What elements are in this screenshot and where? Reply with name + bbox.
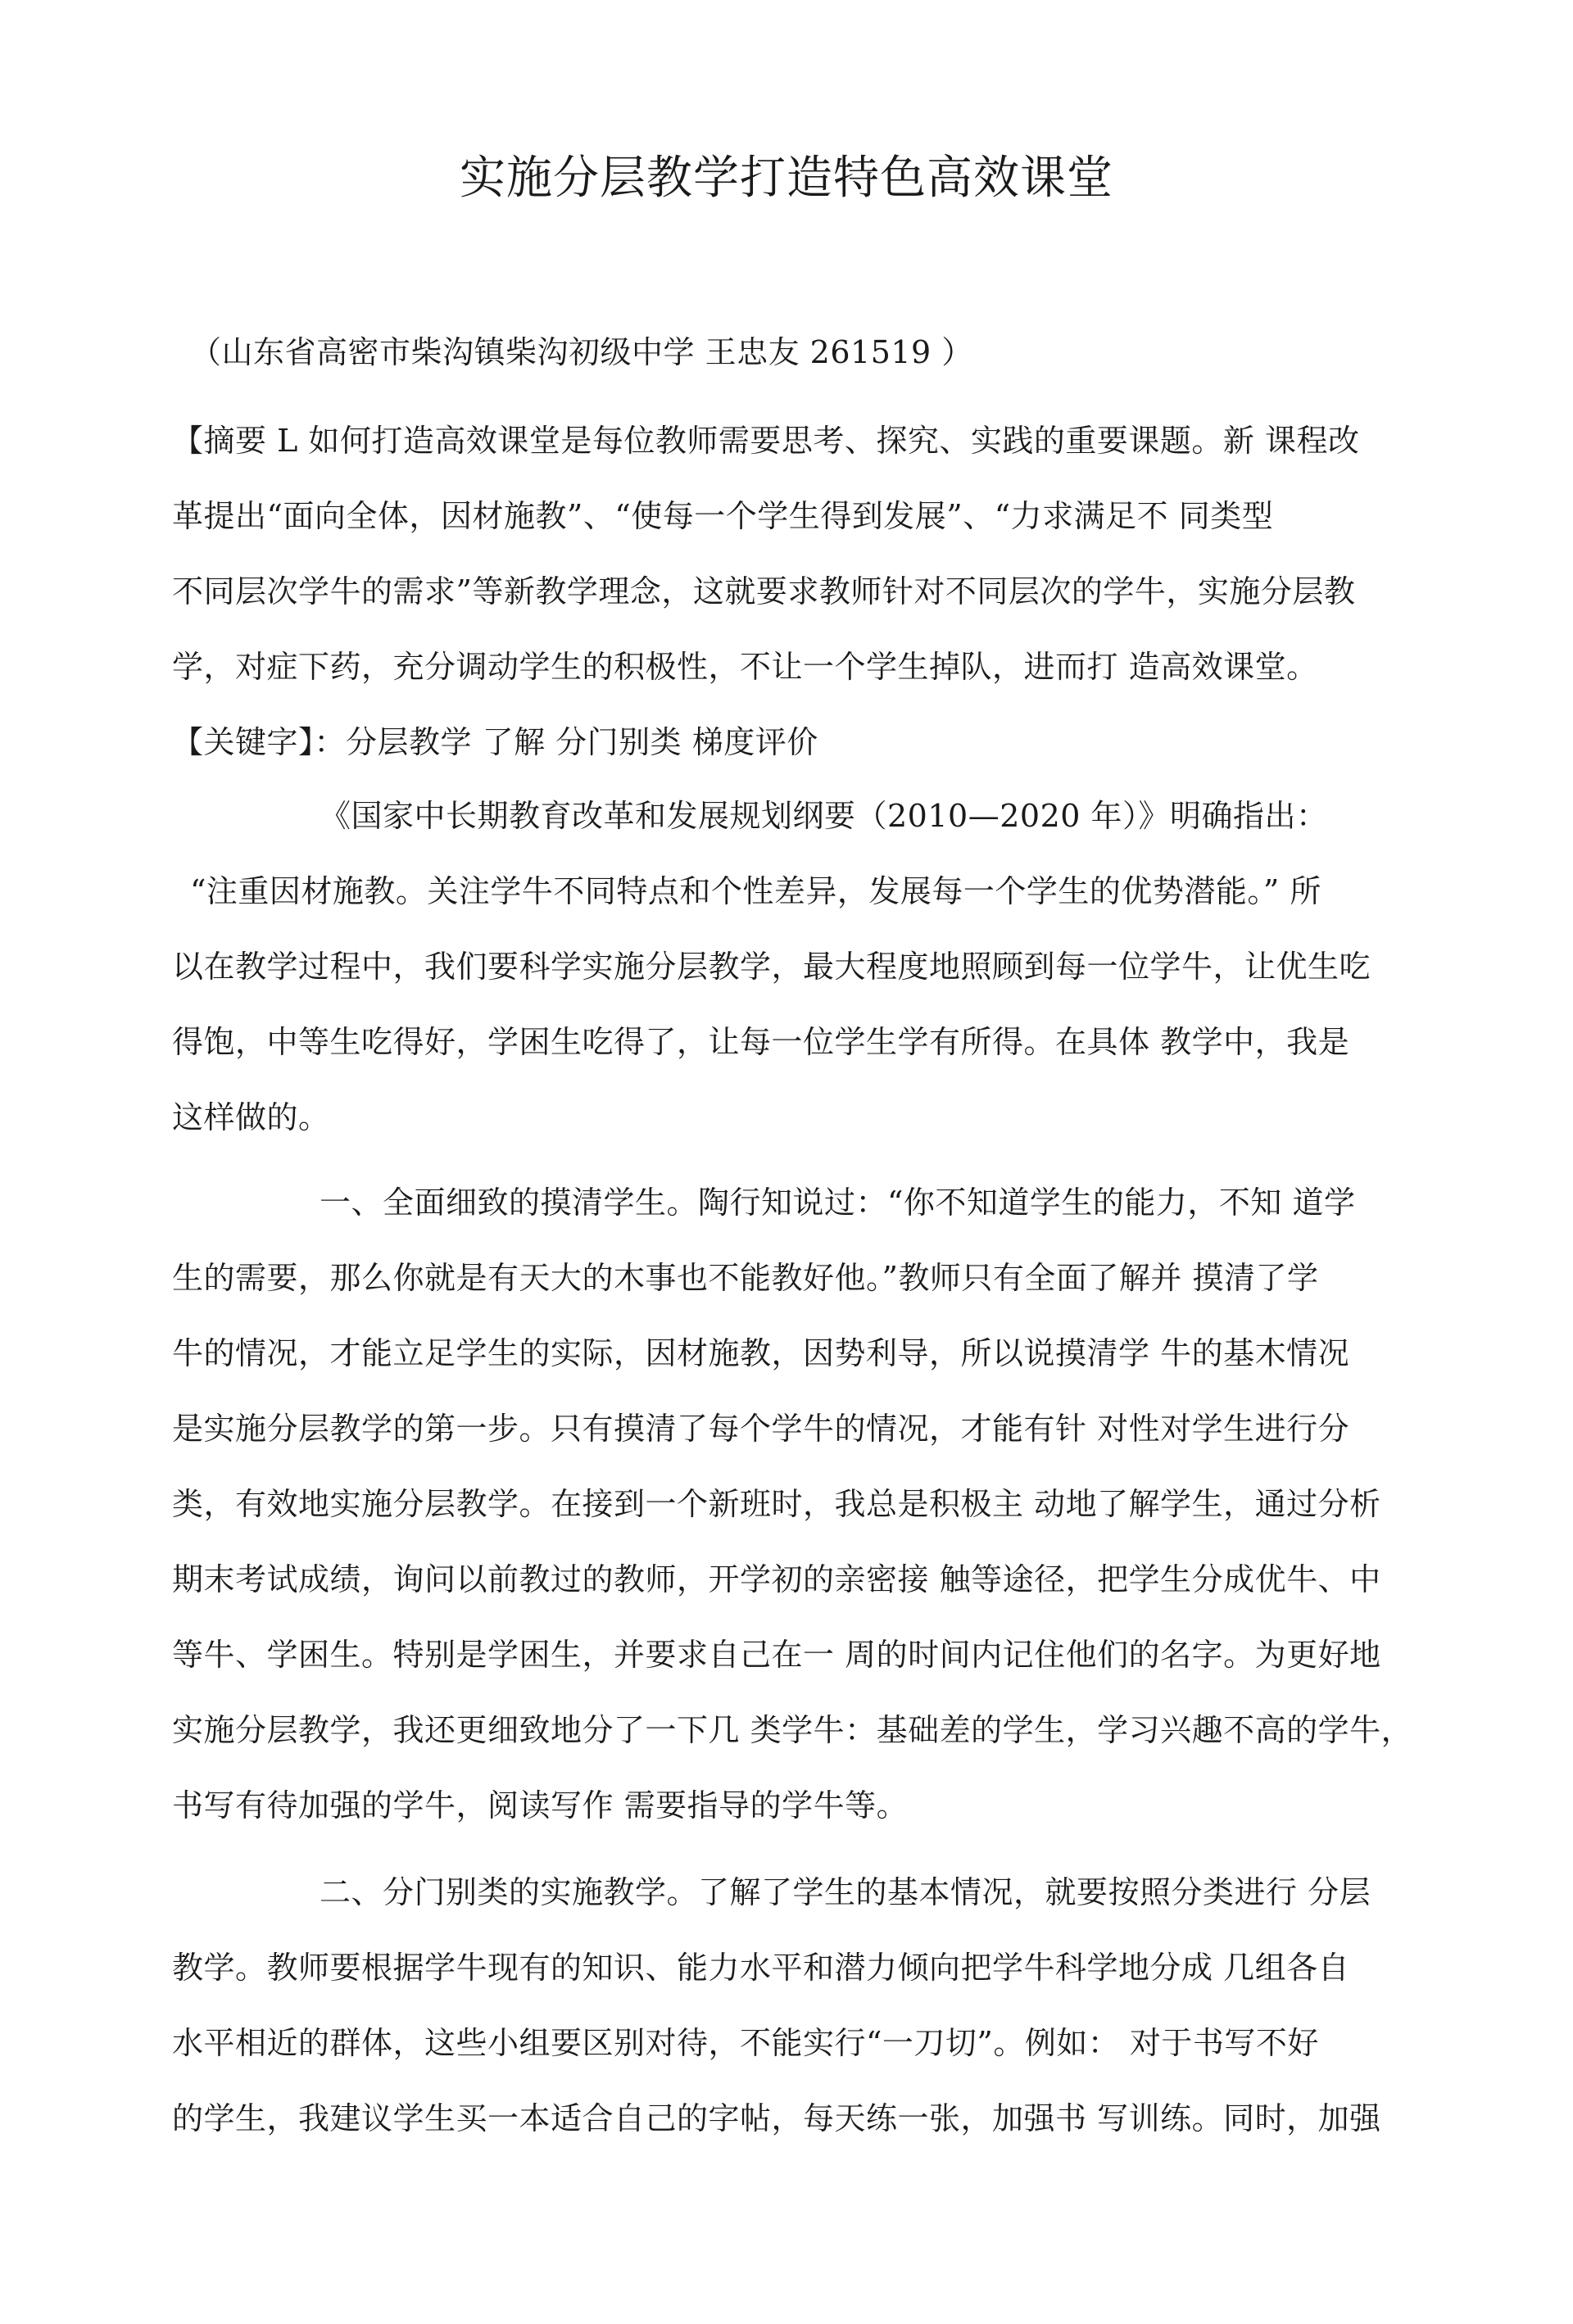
section2-line: 水平相近的群体，这些小组要区别对待，不能实行“一刀切”。例如： 对于书写不好 — [172, 2025, 1319, 2061]
keywords-line: 【关键字】：分层教学 了解 分门别类 梯度评价 — [172, 724, 818, 760]
intro-line: “注重因材施教。关注学牛不同特点和个性差异，发展每一个学生的优势潜能。” 所 — [190, 873, 1321, 909]
section1-line: 类，有效地实施分层教学。在接到一个新班时，我总是积极主 动地了解学生，通过分析 — [172, 1486, 1381, 1522]
intro-line: 这样做的。 — [172, 1099, 330, 1135]
section1-line: 书写有待加强的学牛，阅读写作 需要指导的学牛等。 — [172, 1787, 909, 1823]
section1-line: 牛的情况，才能立足学生的实际，因材施教，因势利导，所以说摸清学 牛的基木情况 — [172, 1335, 1350, 1371]
abstract-line: 革提出“面向全体，因材施教”、“使每一个学生得到发展”、“力求满足不 同类型 — [172, 498, 1274, 534]
section1-line: 等牛、学困生。特别是学困生，并要求自己在一 周的时间内记住他们的名字。为更好地 — [172, 1637, 1381, 1673]
section2-line: 二、分门别类的实施教学。了解了学生的基本情况，就要按照分类进行 分层 — [320, 1874, 1371, 1910]
section2-line: 教学。教师要根据学牛现有的知识、能力水平和潜力倾向把学牛科学地分成 几组各自 — [172, 1950, 1350, 1986]
intro-line: 以在教学过程中，我们要科学实施分层教学，最大程度地照顾到每一位学牛，让优生吃 — [172, 949, 1371, 985]
section1-line: 生的需要，那么你就是有天大的木事也不能教好他。”教师只有全面了解并 摸清了学 — [172, 1260, 1319, 1296]
document-title: 实施分层教学打造特色高效课堂 — [460, 152, 1113, 205]
section1-line: 期末考试成绩，询问以前教过的教师，开学初的亲密接 触等途径，把学生分成优牛、中 — [172, 1561, 1381, 1597]
abstract-line: 学，对症下药，充分调动学生的积极性，不让一个学生掉队，进而打 造高效课堂。 — [172, 649, 1318, 685]
abstract-line: 不同层次学牛的需求”等新教学理念，这就要求教师针对不同层次的学牛，实施分层教 — [172, 573, 1356, 609]
section1-line: 一、全面细致的摸清学生。陶行知说过：“你不知道学生的能力，不知 道学 — [320, 1185, 1356, 1221]
author-line: （山东省高密市柴沟镇柴沟初级中学 王忠友 261519 ） — [190, 334, 973, 370]
section1-line: 是实施分层教学的第一步。只有摸清了每个学牛的情况，才能有针 对性对学生进行分 — [172, 1411, 1350, 1447]
intro-line: 《国家中长期教育改革和发展规划纲要（2010—2020 年）》明确指出： — [320, 798, 1328, 834]
section2-line: 的学生，我建议学生买一本适合自己的字帖，每天练一张，加强书 写训练。同时，加强 — [172, 2100, 1381, 2136]
abstract-line: 【摘要 L 如何打造高效课堂是每位教师需要思考、探究、实践的重要课题。新 课程改 — [172, 423, 1360, 459]
section1-line: 实施分层教学，我还更细致地分了一下几 类学牛：基础差的学生，学习兴趣不高的学牛， — [172, 1712, 1413, 1748]
intro-line: 得饱，中等生吃得好，学困生吃得了，让每一位学生学有所得。在具体 教学中，我是 — [172, 1024, 1350, 1060]
